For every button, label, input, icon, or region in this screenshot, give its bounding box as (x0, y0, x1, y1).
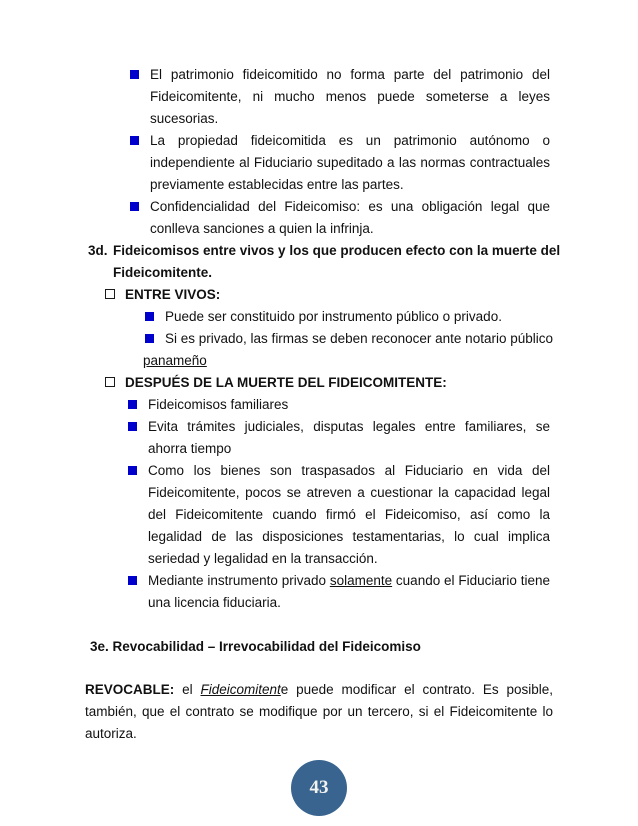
list-item (143, 306, 553, 328)
blue-square-bullet-icon (128, 422, 137, 431)
bullet-text: Evita trámites judiciales, disputas legales entre familiares, se ahorra tiempo (148, 419, 550, 456)
page-content (0, 64, 638, 745)
bullet-text: La propiedad fideicomitida es un patrimonio autónomo o independiente al Fiduciario supeditado a las normas contractuales previamente establecidas entre las partes. (150, 133, 550, 192)
italic-underlined-word: Fideicomitent (200, 682, 281, 697)
blue-square-bullet-icon (145, 312, 154, 321)
bullet-text: Puede ser constituido por instrumento público o privado. (165, 309, 502, 324)
entre-vivos-section (0, 284, 638, 372)
blue-square-bullet-icon (128, 466, 137, 475)
list-item (150, 196, 550, 240)
bullet-text: Como los bienes son traspasados al Fiduciario en vida del Fideicomitente, pocos se atreven a cuestionar la capacidad legal del Fideicomitente cuando firmó el Fideicomiso, así como la legalidad de las disposiciones testamentarias, lo cual implica seriedad y legalidad en la transacción. (148, 463, 550, 566)
section-heading-3d (88, 240, 578, 284)
blue-square-bullet-icon (130, 136, 139, 145)
bullet-text: cuando el Fiduciario tiene una licencia fiduciaria. (148, 573, 550, 610)
list-item (148, 416, 550, 460)
blue-square-bullet-icon (128, 400, 137, 409)
heading-text: Fideicomisos entre vivos y los que producen efecto con la muerte del Fideicomitente. (113, 243, 561, 280)
despues-section (0, 372, 638, 614)
heading-text: ENTRE VIVOS: (125, 287, 221, 302)
revocable-label: REVOCABLE: (85, 682, 175, 697)
page-number-badge (291, 760, 347, 816)
list-item (148, 570, 550, 614)
list-item (148, 460, 550, 570)
underlined-word: panameño (143, 353, 207, 368)
bullet-text: Si es privado, las firmas se deben reconocer ante notario público (165, 331, 553, 346)
hollow-square-bullet-icon (105, 377, 115, 387)
top-bullet-list (0, 64, 638, 240)
entre-vivos-heading (125, 284, 638, 306)
list-item (150, 64, 550, 130)
underlined-word: solamente (329, 573, 393, 588)
heading-text: DESPUÉS DE LA MUERTE DEL FIDEICOMITENTE: (125, 375, 447, 390)
page-number: 43 (309, 777, 329, 798)
heading-number: 3d. (88, 243, 108, 258)
list-item (148, 394, 550, 416)
paragraph-text: el (174, 682, 201, 697)
despues-heading (125, 372, 638, 394)
blue-square-bullet-icon (130, 202, 139, 211)
paragraph-text: e puede modificar el contrato. Es posible, también, que el contrato se modifique por un tercero, si el Fideicomitente lo autoriza. (85, 682, 554, 741)
bullet-text: El patrimonio fideicomitido no forma parte del patrimonio del Fideicomitente, ni mucho menos puede someterse a leyes sucesorias. (150, 67, 550, 126)
blue-square-bullet-icon (145, 334, 154, 343)
hollow-square-bullet-icon (105, 289, 115, 299)
bullet-text: Mediante instrumento privado (148, 573, 330, 588)
entre-vivos-list (0, 306, 638, 372)
list-item (150, 130, 550, 196)
revocable-paragraph (85, 679, 553, 745)
blue-square-bullet-icon (128, 576, 137, 585)
section-heading-3e: 3e. Revocabilidad – Irrevocabilidad del Fideicomiso (90, 639, 421, 654)
list-item (143, 328, 553, 372)
bullet-text: Confidencialidad del Fideicomiso: es una obligación legal que conlleva sanciones a quien la infrinja. (150, 199, 550, 236)
despues-list (0, 394, 638, 614)
blue-square-bullet-icon (130, 70, 139, 79)
bullet-text: Fideicomisos familiares (148, 397, 289, 412)
